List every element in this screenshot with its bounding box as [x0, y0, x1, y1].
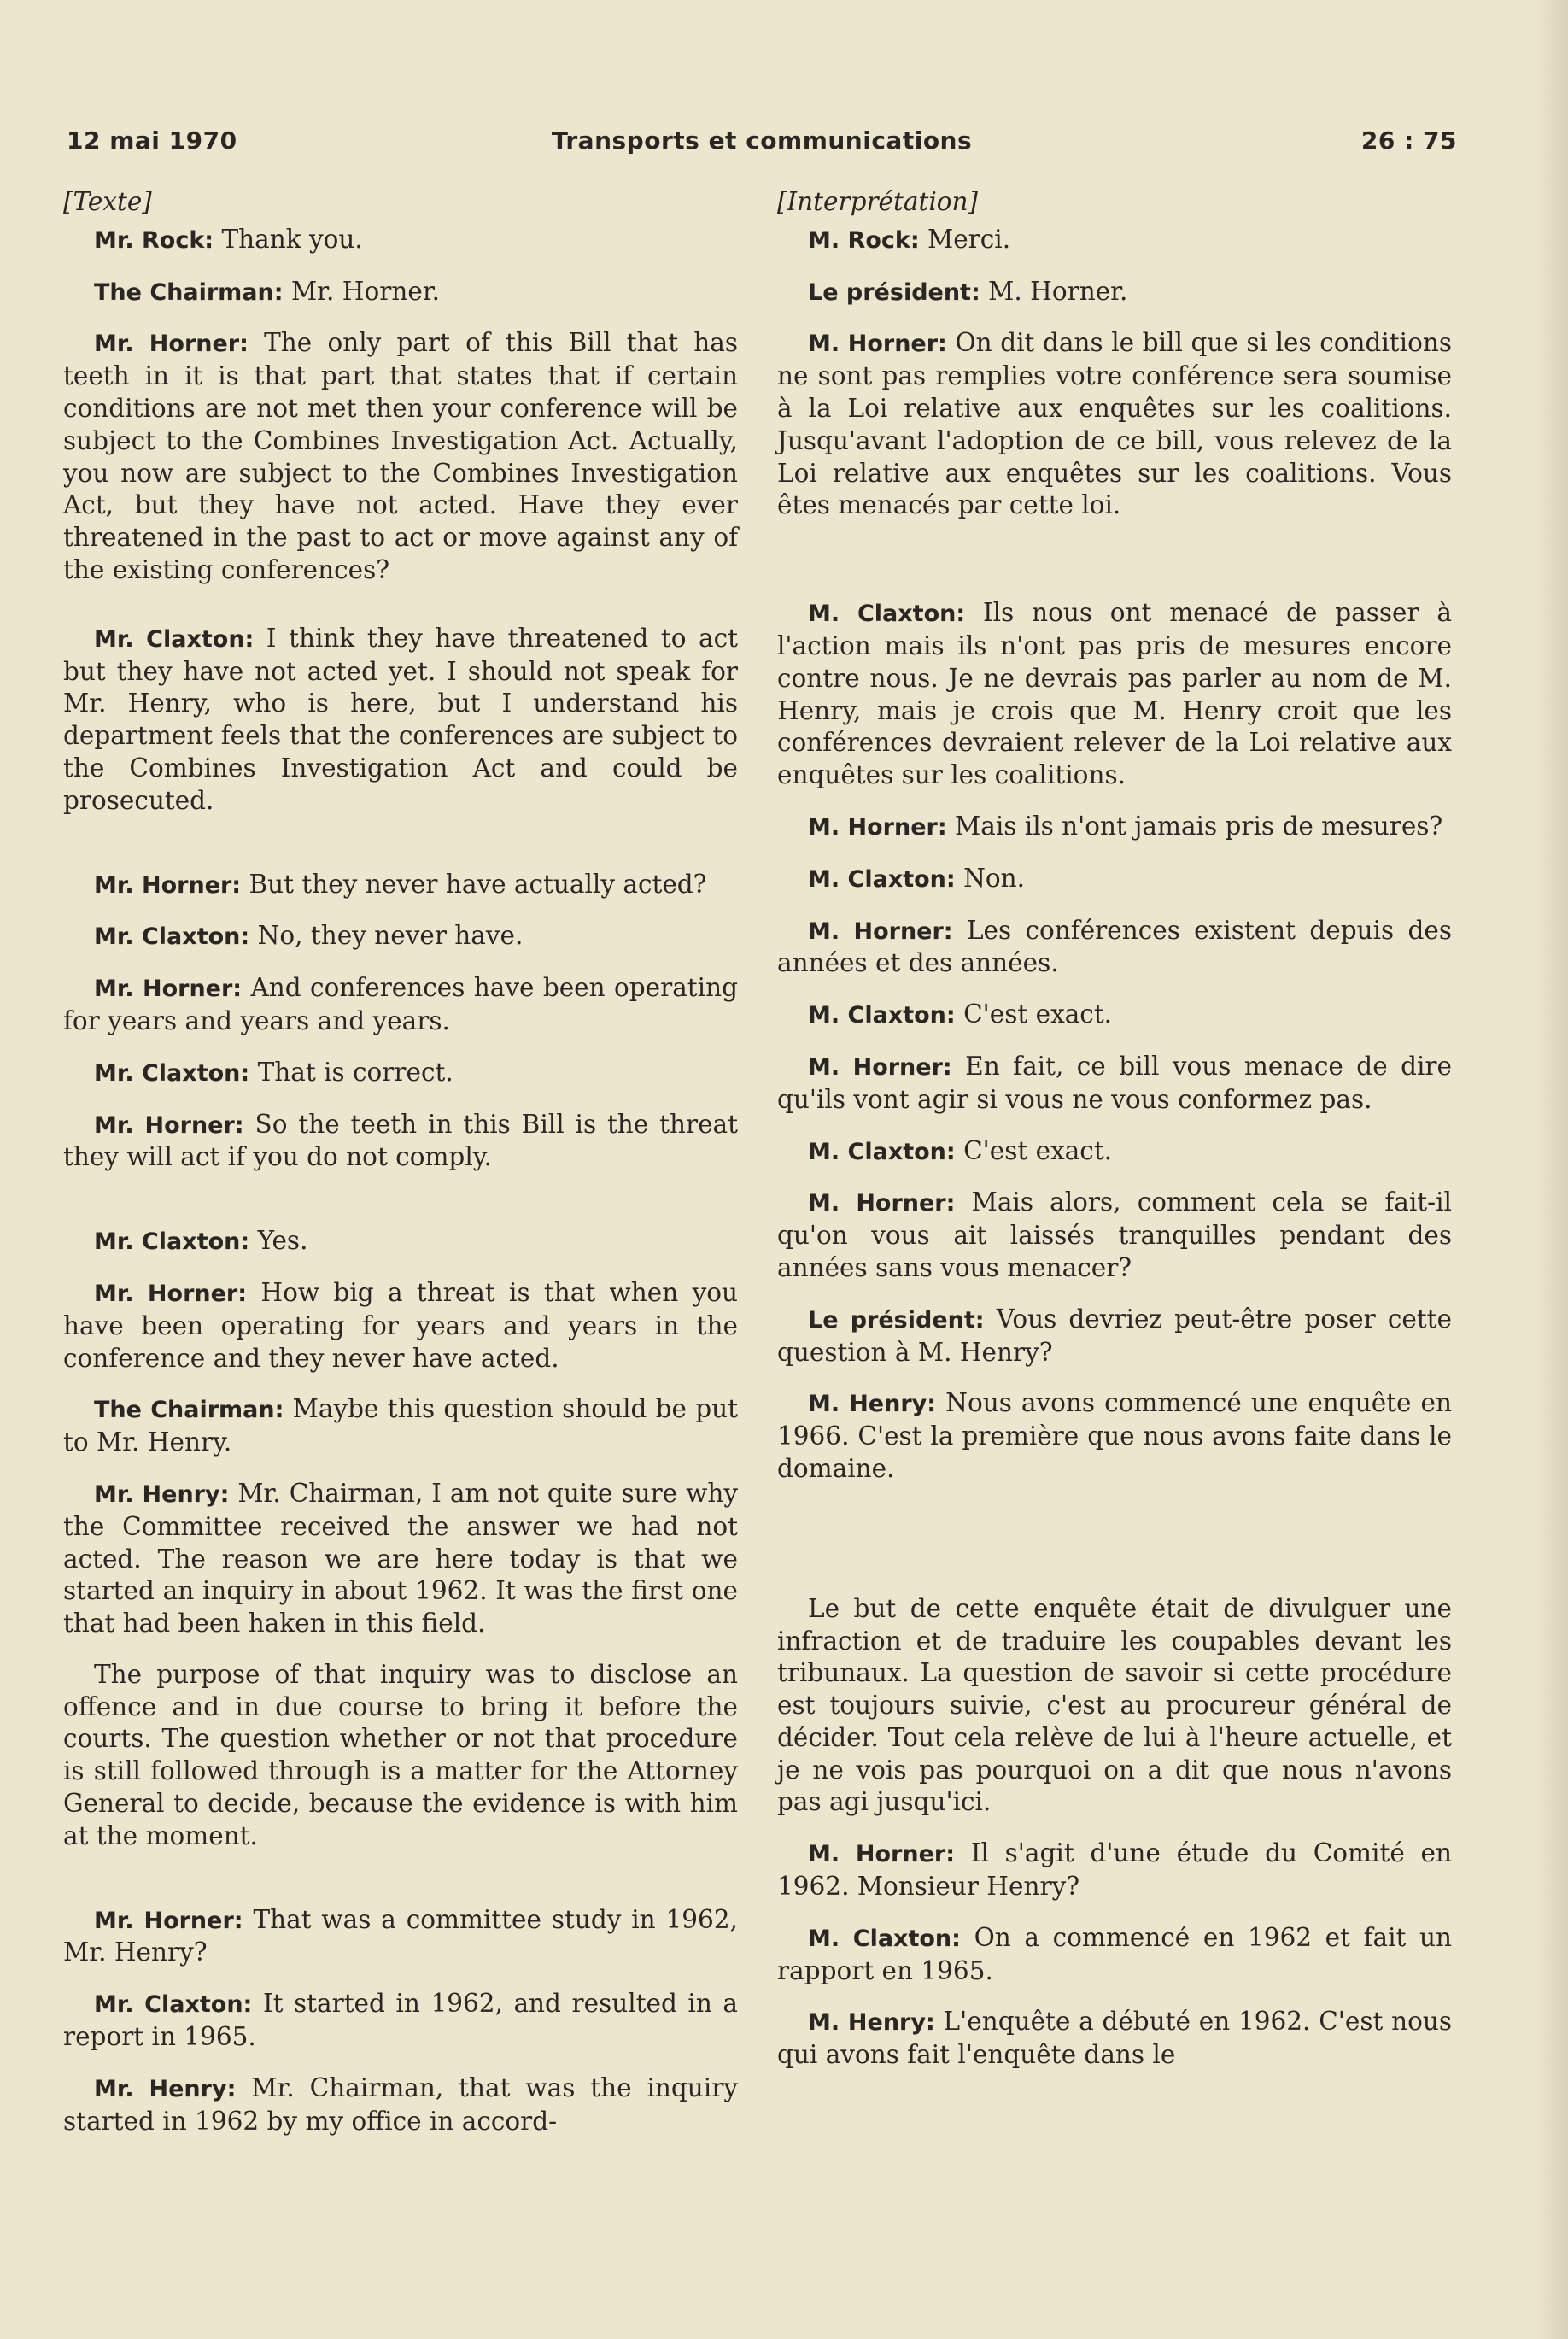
paragraph [777, 327, 1452, 522]
speech: Non. [963, 863, 1026, 893]
speech: The only part of this Bill that has teeth in it is that part that states that if certain conditions are not met then your conference will be subject to the Combines Investigation Act. Actually, you now are subject to the Combines Investigation Act, but they have not acted. Have they ever threatened in the past to act or move against any of the existing conferences? [63, 328, 738, 584]
paragraph [777, 2006, 1452, 2072]
speaker: M. Horner: [808, 813, 947, 841]
speaker: Mr. Henry: [94, 2075, 237, 2102]
english-column [63, 186, 738, 2156]
speaker: M. Claxton: [808, 1138, 956, 1165]
speaker: Mr. Horner: [94, 1280, 248, 1307]
paragraph [63, 1057, 738, 1090]
paragraph [63, 869, 738, 902]
column-label: [Texte] [63, 187, 152, 216]
paragraph [777, 1051, 1452, 1117]
speech: M. Horner. [988, 276, 1128, 306]
speaker: M. Claxton: [808, 1925, 961, 1952]
speech: On a commencé en 1962 et fait un rapport en 1965. [777, 1922, 1452, 1985]
speaker: Mr. Claxton: [94, 1991, 253, 2019]
paragraph [777, 597, 1452, 792]
speaker: Mr. Claxton: [94, 625, 255, 653]
speaker: M. Horner: [808, 1053, 952, 1081]
speaker: The Chairman: [94, 1397, 284, 1424]
speech: And conferences have been operating for years and years and years. [63, 973, 738, 1035]
paragraph [63, 2072, 738, 2138]
speaker: Mr. Horner: [94, 871, 242, 899]
speech: Yes. [257, 1226, 308, 1256]
page-header [67, 121, 1457, 159]
speech: Vous devriez peut-être poser cette question à M. Henry? [777, 1304, 1452, 1367]
speech: Mr. Horner. [290, 276, 441, 306]
speech: Merci. [927, 224, 1011, 254]
paragraph [777, 915, 1452, 981]
speech: That is correct. [257, 1057, 453, 1087]
speech: Maybe this question should be put to Mr. Henry. [63, 1394, 738, 1457]
paragraph [777, 1922, 1452, 1988]
paragraph [777, 1304, 1452, 1369]
speech: Mais alors, comment cela se fait-il qu'on vous ait laissés tranquilles pendant des années sans vous menacer? [777, 1187, 1452, 1282]
speech: Mr. Chairman, I am not quite sure why the Committee received the answer we had not acted. The reason we are here today is that we started an inquiry in about 1962. It was the first one that had been haken in this field. [63, 1478, 738, 1638]
paragraph [63, 1109, 738, 1175]
speaker: M. Horner: [808, 1190, 956, 1217]
paragraph [777, 1387, 1452, 1485]
paragraph [63, 1277, 738, 1375]
speaker: M. Rock: [808, 226, 920, 254]
speaker: Mr. Horner: [94, 1111, 244, 1139]
french-column [777, 186, 1452, 2090]
header-date: 12 mai 1970 [67, 126, 237, 155]
speaker: Le président: [808, 1306, 985, 1334]
speech: Le but de cette enquête était de divulguer une infraction et de traduire les coupables devant les tribunaux. La question de savoir si cette procédure est toujours suivie, c'est au procureur général de décider. Tout cela relève de lui à l'heure actuelle, et je ne vois pas pourquoi on a dit que nous n'avons pas agi jusqu'ici. [777, 1593, 1452, 1817]
speech: It started in 1962, and resulted in a report in 1965. [63, 1989, 738, 2052]
speaker: Mr. Horner: [94, 331, 249, 358]
speaker: Mr. Henry: [94, 1480, 230, 1508]
speaker: Mr. Horner: [94, 976, 243, 1003]
paragraph [63, 1393, 738, 1459]
speech: I think they have threatened to act but they have not acted yet. I should not speak for Mr. Henry, who is here, but I understand his department feels that the conferences are subject to the Combines Investigation Act and could be prosecuted. [63, 623, 738, 815]
speech: So the teeth in this Bill is the threat they will act if you do not comply. [63, 1109, 738, 1172]
speaker: M. Horner: [808, 917, 953, 945]
speaker: M. Horner: [808, 1841, 956, 1868]
paragraph [777, 1838, 1452, 1903]
column-label: [Interprétation] [777, 187, 979, 216]
paragraph [63, 972, 738, 1038]
paragraph [63, 224, 738, 257]
speaker: Mr. Claxton: [94, 1228, 250, 1256]
speech: But they never have actually acted? [249, 869, 707, 899]
speaker: Mr. Horner: [94, 1907, 243, 1934]
paragraph [63, 623, 738, 818]
speech: The purpose of that inquiry was to disclose an offence and in due course to bring it before the courts. The question whether or not that procedure is still followed through is a matter for the Attorney General to decide, because the evidence is with him at the moment. [63, 1659, 738, 1850]
speech: L'enquête a débuté en 1962. C'est nous qui avons fait l'enquête dans le [777, 2007, 1452, 2070]
paragraph [63, 1988, 738, 2054]
page-binding-shadow [1534, 0, 1568, 2339]
header-title: Transports et communications [551, 126, 973, 155]
paragraph [63, 1225, 738, 1258]
speaker: Mr. Claxton: [94, 1059, 250, 1087]
speech: Nous avons commencé une enquête en 1966. C'est la première que nous avons faite dans le domaine. [777, 1388, 1452, 1483]
speech: How big a threat is that when you have been operating for years and years in the conference and they never have acted. [63, 1277, 738, 1373]
speech: C'est exact. [963, 1135, 1113, 1165]
paragraph [777, 811, 1452, 844]
speech: Thank you. [221, 224, 363, 254]
paragraph [777, 1593, 1452, 1820]
speech: Mr. Chairman, that was the inquiry started in 1962 by my office in accord- [63, 2072, 738, 2136]
speaker: M. Henry: [808, 1391, 937, 1418]
speech: En fait, ce bill vous menace de dire qu'ils vont agir si vous ne vous conformez pas. [777, 1051, 1452, 1114]
paragraph [63, 920, 738, 953]
speaker: M. Horner: [808, 331, 947, 358]
speech: Les conférences existent depuis des années et des années. [777, 915, 1452, 978]
paragraph [63, 1659, 738, 1853]
paragraph [63, 1904, 738, 1970]
speech: Mais ils n'ont jamais pris de mesures? [955, 811, 1443, 841]
speech: On dit dans le bill que si les conditions ne sont pas remplies votre conférence sera soumise à la Loi relative aux enquêtes sur les coalitions. Jusqu'avant l'adoption de ce bill, vous relevez de la Loi relative aux enquêtes sur les coalitions. Vous êtes menacés par cette loi. [777, 328, 1452, 520]
paragraph [63, 276, 738, 309]
paragraph [63, 1478, 738, 1640]
paragraph [777, 863, 1452, 896]
speaker: Le président: [808, 278, 980, 306]
paragraph [777, 276, 1452, 309]
speech: That was a committee study in 1962, Mr. Henry? [63, 1904, 738, 1967]
speech: No, they never have. [257, 921, 524, 951]
paragraph [777, 999, 1452, 1032]
speaker: The Chairman: [94, 278, 284, 306]
speaker: M. Claxton: [808, 601, 966, 628]
speaker: M. Henry: [808, 2009, 935, 2037]
speech: Ils nous ont menacé de passer à l'action mais ils n'ont pas pris de mesures encore contre nous. Je ne devrais pas parler au nom de M. Henry, mais je crois que M. Henry croit que les conférences devraient relever de la Loi relative aux enquêtes sur les coalitions. [777, 598, 1452, 790]
speech: C'est exact. [963, 999, 1113, 1029]
speaker: Mr. Claxton: [94, 923, 250, 951]
paragraph [777, 224, 1452, 257]
speaker: M. Claxton: [808, 1002, 956, 1029]
paragraph [63, 327, 738, 586]
paragraph [777, 1135, 1452, 1169]
paragraph [777, 1187, 1452, 1284]
speech: Il s'agit d'une étude du Comité en 1962. Monsieur Henry? [777, 1838, 1453, 1902]
speaker: M. Claxton: [808, 865, 956, 893]
speaker: Mr. Rock: [94, 226, 214, 254]
header-page-number: 26 : 75 [1360, 126, 1457, 155]
